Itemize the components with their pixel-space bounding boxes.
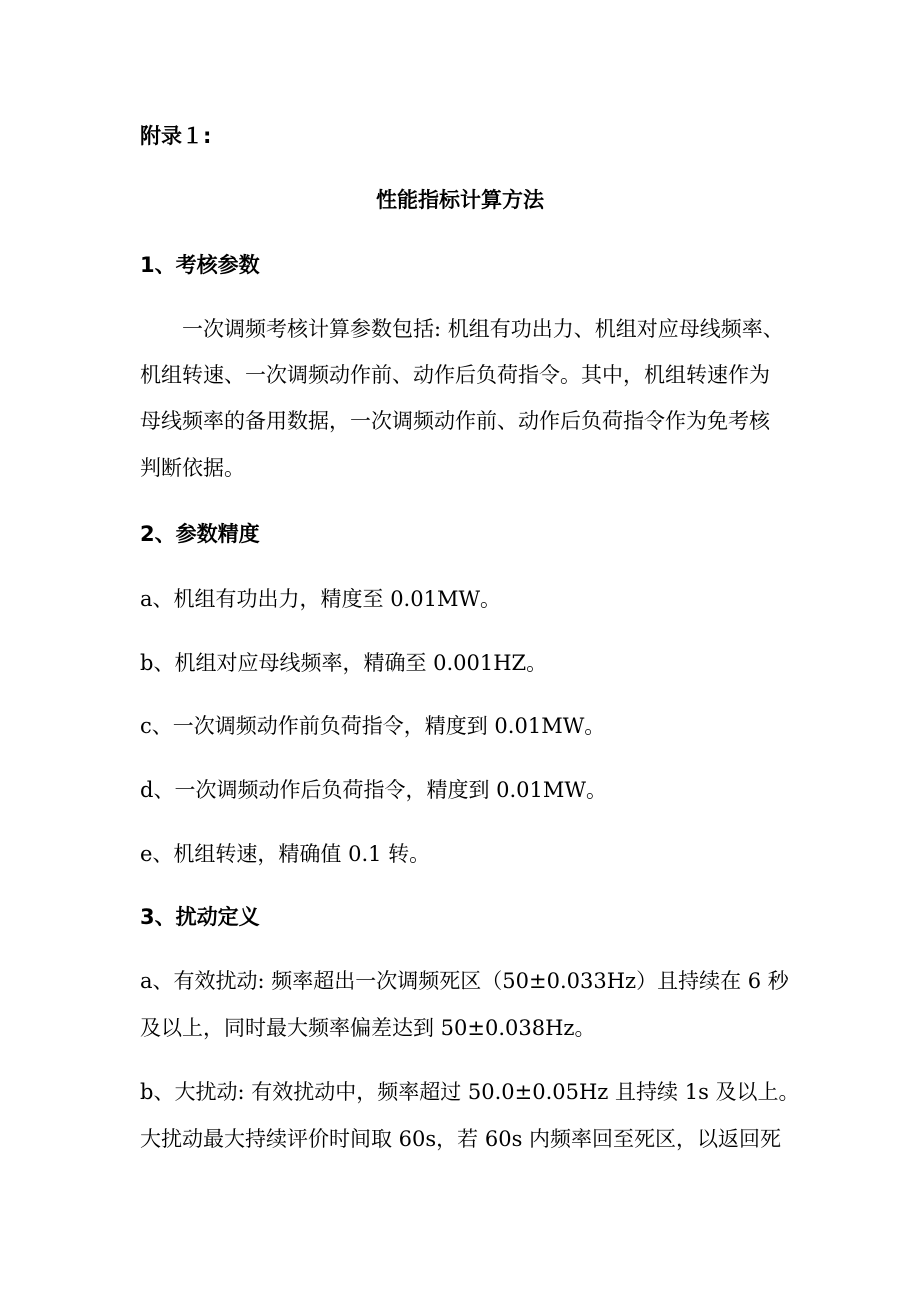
section-2-item-e: e、机组转速，精确值 0.1 转。 bbox=[140, 842, 431, 866]
section-3-item-b-line-2: 大扰动最大持续评价时间取 60s，若 60s 内频率回至死区，以返回死 bbox=[140, 1127, 782, 1151]
section-1-paragraph-line-1: 一次调频考核计算参数包括: 机组有功出力、机组对应母线频率、 bbox=[182, 317, 784, 341]
section-2-item-d: d、一次调频动作后负荷指令，精度到 0.01MW。 bbox=[140, 778, 607, 802]
section-3-heading: 3、扰动定义 bbox=[140, 905, 260, 929]
section-3-item-b-line-1: b、大扰动: 有效扰动中，频率超过 50.0±0.05Hz 且持续 1s 及以上。 bbox=[140, 1080, 800, 1104]
section-2-item-c: c、一次调频动作前负荷指令，精度到 0.01MW。 bbox=[140, 714, 606, 738]
section-2-heading: 2、参数精度 bbox=[140, 522, 260, 546]
page-title: 性能指标计算方法 bbox=[376, 188, 544, 212]
section-1-heading: 1、考核参数 bbox=[140, 253, 260, 277]
section-3-item-a-line-1: a、有效扰动: 频率超出一次调频死区（50±0.033Hz）且持续在 6 秒 bbox=[140, 969, 789, 993]
section-1-paragraph-line-3: 母线频率的备用数据，一次调频动作前、动作后负荷指令作为免考核 bbox=[140, 409, 770, 433]
section-1-paragraph-line-4: 判断依据。 bbox=[140, 456, 245, 480]
section-2-item-b: b、机组对应母线频率，精确至 0.001HZ。 bbox=[140, 651, 548, 675]
appendix-label: 附录１: bbox=[140, 124, 212, 148]
section-2-item-a: a、机组有功出力，精度至 0.01MW。 bbox=[140, 587, 502, 611]
section-3-item-a-line-2: 及以上，同时最大频率偏差达到 50±0.038Hz。 bbox=[140, 1016, 596, 1040]
section-1-paragraph-line-2: 机组转速、一次调频动作前、动作后负荷指令。其中，机组转速作为 bbox=[140, 363, 770, 387]
